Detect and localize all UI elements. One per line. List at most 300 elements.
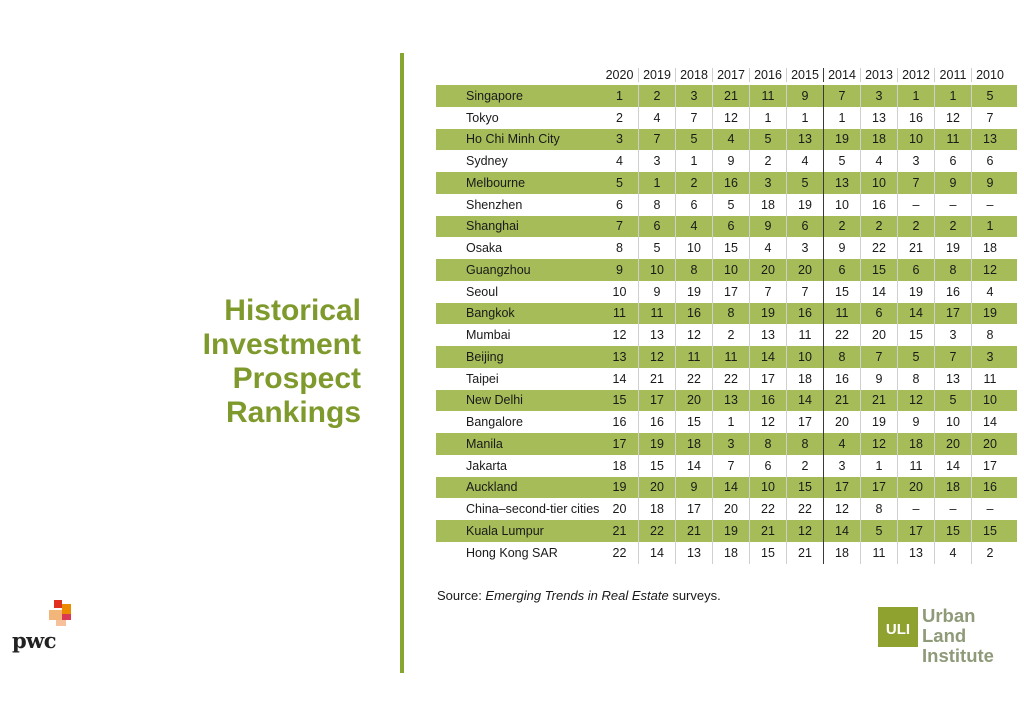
rank-cell: 11 xyxy=(897,455,934,477)
rank-cell: 18 xyxy=(934,477,971,499)
rank-cell: 14 xyxy=(675,455,712,477)
rank-cell: 1 xyxy=(971,216,1008,238)
rank-cell: 12 xyxy=(675,324,712,346)
rank-cell: 6 xyxy=(675,194,712,216)
rank-cell: 13 xyxy=(860,107,897,129)
table-header xyxy=(436,64,1017,85)
uli-mark-text: ULI xyxy=(885,621,911,638)
table-row xyxy=(436,129,1017,151)
rank-cell: 22 xyxy=(612,545,627,560)
rank-cell: 20 xyxy=(675,390,712,412)
rank-cell: 21 xyxy=(638,368,675,390)
rank-cell: 15 xyxy=(971,520,1008,542)
rank-cell: 21 xyxy=(823,390,860,412)
rank-cell: 6 xyxy=(971,150,1008,172)
rank-cell: 20 xyxy=(860,324,897,346)
rank-cell: 9 xyxy=(860,368,897,390)
rank-cell: 5 xyxy=(934,390,971,412)
rank-cell: 13 xyxy=(934,368,971,390)
city-name: Jakarta xyxy=(466,458,507,473)
uli-line-1: Urban Land xyxy=(922,605,976,646)
year-header: 2012 xyxy=(897,68,934,82)
rank-cell: 20 xyxy=(934,433,971,455)
rank-cell: 16 xyxy=(860,194,897,216)
rank-cell: 6 xyxy=(638,216,675,238)
rank-cell: 1 xyxy=(823,107,860,129)
rank-cell: 19 xyxy=(749,303,786,325)
rank-cell: 9 xyxy=(712,150,749,172)
uli-logo-text xyxy=(922,606,1024,666)
rank-cell: 10 xyxy=(612,284,627,299)
rank-cell: 19 xyxy=(675,281,712,303)
rank-cell: 3 xyxy=(934,324,971,346)
rank-cell: 8 xyxy=(823,346,860,368)
table-row xyxy=(436,259,1017,281)
city-name: Beijing xyxy=(466,349,504,364)
rank-cell: 16 xyxy=(638,411,675,433)
table-row xyxy=(436,237,1017,259)
rank-cell: 21 xyxy=(712,85,749,107)
city-name: Singapore xyxy=(466,88,523,103)
rank-cell: 8 xyxy=(616,241,623,256)
table-row xyxy=(436,324,1017,346)
rank-cell: 3 xyxy=(638,150,675,172)
rank-cell: 11 xyxy=(823,303,860,325)
rank-cell: 20 xyxy=(612,502,627,517)
rankings-table xyxy=(436,64,1017,564)
rank-cell: 18 xyxy=(786,368,823,390)
rank-cell: 18 xyxy=(612,458,627,473)
rank-cell: 20 xyxy=(638,477,675,499)
rank-cell: 14 xyxy=(823,520,860,542)
rank-cell: 12 xyxy=(971,259,1008,281)
rank-cell: – xyxy=(897,194,934,216)
rank-cell: 16 xyxy=(612,415,627,430)
rank-cell: 14 xyxy=(638,542,675,564)
rank-cell: 7 xyxy=(860,346,897,368)
rank-cell: 7 xyxy=(712,455,749,477)
rank-cell: 9 xyxy=(638,281,675,303)
rank-cell: 5 xyxy=(786,172,823,194)
rank-cell: 15 xyxy=(823,281,860,303)
rank-cell: 13 xyxy=(786,129,823,151)
rank-cell: 20 xyxy=(897,477,934,499)
table-row xyxy=(436,411,1017,433)
rank-cell: 11 xyxy=(638,303,675,325)
rank-cell: 17 xyxy=(712,281,749,303)
rank-cell: 13 xyxy=(638,324,675,346)
rank-cell: 6 xyxy=(934,150,971,172)
table-row xyxy=(436,150,1017,172)
year-header: 2019 xyxy=(638,68,675,82)
rank-cell: 4 xyxy=(675,216,712,238)
rank-cell: 8 xyxy=(638,194,675,216)
rank-cell: 2 xyxy=(897,216,934,238)
source-note xyxy=(437,588,721,603)
table-row xyxy=(436,346,1017,368)
rank-cell: 15 xyxy=(934,520,971,542)
rank-cell: 8 xyxy=(675,259,712,281)
rank-cell: 2 xyxy=(934,216,971,238)
table-row xyxy=(436,542,1017,564)
rank-cell: 3 xyxy=(971,346,1008,368)
rank-cell: 7 xyxy=(823,85,860,107)
rank-cell: 8 xyxy=(786,433,823,455)
city-name: Mumbai xyxy=(466,328,511,343)
rank-cell: 19 xyxy=(897,281,934,303)
rank-cell: 6 xyxy=(860,303,897,325)
table-row xyxy=(436,520,1017,542)
page-title xyxy=(101,294,361,430)
rank-cell: 16 xyxy=(971,477,1008,499)
rank-cell: 8 xyxy=(749,433,786,455)
rank-cell: 10 xyxy=(934,411,971,433)
rank-cell: 22 xyxy=(638,520,675,542)
rank-cell: 16 xyxy=(712,172,749,194)
city-name: Auckland xyxy=(466,480,518,495)
rank-cell: 20 xyxy=(971,433,1008,455)
rank-cell: 22 xyxy=(786,498,823,520)
rank-cell: 9 xyxy=(786,85,823,107)
year-header: 2018 xyxy=(675,68,712,82)
rank-cell: 8 xyxy=(712,303,749,325)
rank-cell: 14 xyxy=(971,411,1008,433)
rank-cell: 12 xyxy=(897,390,934,412)
rank-cell: 5 xyxy=(897,346,934,368)
rank-cell: 7 xyxy=(616,219,623,234)
rank-cell: 6 xyxy=(897,259,934,281)
table-row xyxy=(436,368,1017,390)
rank-cell: 8 xyxy=(860,498,897,520)
city-name: Kuala Lumpur xyxy=(466,523,544,538)
rank-cell: 14 xyxy=(786,390,823,412)
rank-cell: 19 xyxy=(786,194,823,216)
rank-cell: 10 xyxy=(897,129,934,151)
table-row xyxy=(436,455,1017,477)
rank-cell: 20 xyxy=(823,411,860,433)
rank-cell: 9 xyxy=(934,172,971,194)
rank-cell: 15 xyxy=(612,393,627,408)
rank-cell: 1 xyxy=(712,411,749,433)
rank-cell: 5 xyxy=(860,520,897,542)
rank-cell: 14 xyxy=(712,477,749,499)
rank-cell: – xyxy=(934,498,971,520)
rank-cell: 20 xyxy=(749,259,786,281)
rank-cell: 12 xyxy=(934,107,971,129)
rank-cell: 21 xyxy=(897,237,934,259)
table-row xyxy=(436,390,1017,412)
city-name: Guangzhou xyxy=(466,262,531,277)
rank-cell: 20 xyxy=(786,259,823,281)
city-name: China–second-tier cities xyxy=(466,502,600,517)
rank-cell: 18 xyxy=(675,433,712,455)
rank-cell: 4 xyxy=(616,154,623,169)
rank-cell: 18 xyxy=(860,129,897,151)
rank-cell: 9 xyxy=(897,411,934,433)
city-name: Taipei xyxy=(466,371,499,386)
rank-cell: 19 xyxy=(638,433,675,455)
rank-cell: 11 xyxy=(749,85,786,107)
city-name: Hong Kong SAR xyxy=(466,545,558,560)
rank-cell: 5 xyxy=(823,150,860,172)
rank-cell: 10 xyxy=(712,259,749,281)
city-name: Seoul xyxy=(466,284,498,299)
rank-cell: 5 xyxy=(749,129,786,151)
rank-cell: 7 xyxy=(675,107,712,129)
rank-cell: 22 xyxy=(823,324,860,346)
rank-cell: 6 xyxy=(616,197,623,212)
rank-cell: 19 xyxy=(712,520,749,542)
rank-cell: 19 xyxy=(823,129,860,151)
rank-cell: 15 xyxy=(786,477,823,499)
rank-cell: 14 xyxy=(612,371,627,386)
rank-cell: 1 xyxy=(616,88,623,103)
rank-cell: 2 xyxy=(638,85,675,107)
rank-cell: 18 xyxy=(823,542,860,564)
rank-cell: 6 xyxy=(823,259,860,281)
rank-cell: 1 xyxy=(638,172,675,194)
city-name: Ho Chi Minh City xyxy=(466,132,560,147)
rank-cell: – xyxy=(971,498,1008,520)
rank-cell: 1 xyxy=(675,150,712,172)
year-header: 2013 xyxy=(860,68,897,82)
rank-cell: 9 xyxy=(616,262,623,277)
rank-cell: 18 xyxy=(971,237,1008,259)
rank-cell: 8 xyxy=(897,368,934,390)
year-header: 2011 xyxy=(934,68,971,82)
rank-cell: 9 xyxy=(823,237,860,259)
rank-cell: 22 xyxy=(675,368,712,390)
rank-cell: 5 xyxy=(638,237,675,259)
table-row xyxy=(436,194,1017,216)
city-name: Shenzhen xyxy=(466,197,523,212)
rank-cell: 10 xyxy=(749,477,786,499)
rank-cell: 16 xyxy=(897,107,934,129)
rank-cell: 7 xyxy=(749,281,786,303)
table-row xyxy=(436,85,1017,107)
rank-cell: 5 xyxy=(675,129,712,151)
rank-cell: – xyxy=(971,194,1008,216)
rank-cell: 3 xyxy=(616,132,623,147)
title-line: Investment xyxy=(202,328,361,361)
rank-cell: 12 xyxy=(638,346,675,368)
rank-cell: 2 xyxy=(749,150,786,172)
title-line: Historical xyxy=(224,294,361,327)
rank-cell: 22 xyxy=(712,368,749,390)
rank-cell: 10 xyxy=(860,172,897,194)
rank-cell: 15 xyxy=(638,455,675,477)
rank-cell: 9 xyxy=(971,172,1008,194)
rank-cell: 3 xyxy=(712,433,749,455)
rank-cell: 22 xyxy=(860,237,897,259)
rank-cell: 6 xyxy=(712,216,749,238)
rank-cell: 21 xyxy=(675,520,712,542)
table-row xyxy=(436,281,1017,303)
year-header: 2014 xyxy=(823,68,860,82)
rank-cell: 2 xyxy=(786,455,823,477)
rank-cell: 17 xyxy=(612,436,627,451)
uli-line-2: Institute xyxy=(922,645,994,666)
rank-cell: 18 xyxy=(897,433,934,455)
rank-cell: 13 xyxy=(712,390,749,412)
rank-cell: 12 xyxy=(860,433,897,455)
rank-cell: 13 xyxy=(897,542,934,564)
rank-cell: 4 xyxy=(860,150,897,172)
rank-cell: 7 xyxy=(971,107,1008,129)
rank-cell: 1 xyxy=(749,107,786,129)
rank-cell: 7 xyxy=(786,281,823,303)
rank-cell: 4 xyxy=(934,542,971,564)
table-row xyxy=(436,216,1017,238)
rank-cell: 13 xyxy=(675,542,712,564)
source-prefix: Source: xyxy=(437,588,486,603)
year-header: 2016 xyxy=(749,68,786,82)
title-line: Prospect xyxy=(232,362,361,395)
year-header: 2020 xyxy=(605,67,634,82)
rank-cell: 17 xyxy=(786,411,823,433)
rank-cell: 1 xyxy=(934,85,971,107)
rank-cell: 19 xyxy=(971,303,1008,325)
rank-cell: 4 xyxy=(971,281,1008,303)
table-row xyxy=(436,303,1017,325)
rank-cell: 7 xyxy=(897,172,934,194)
city-name: New Delhi xyxy=(466,393,523,408)
rank-cell: 12 xyxy=(749,411,786,433)
title-line: Rankings xyxy=(225,396,361,429)
city-name: Osaka xyxy=(466,241,503,256)
rank-cell: 13 xyxy=(971,129,1008,151)
rank-cell: 4 xyxy=(786,150,823,172)
rank-cell: 22 xyxy=(749,498,786,520)
rank-cell: 18 xyxy=(638,498,675,520)
uli-logo-mark xyxy=(878,607,918,647)
rank-cell: 4 xyxy=(823,433,860,455)
rank-cell: 3 xyxy=(897,150,934,172)
rank-cell: 16 xyxy=(823,368,860,390)
rank-cell: 12 xyxy=(712,107,749,129)
rank-cell: 17 xyxy=(860,477,897,499)
rank-cell: 10 xyxy=(675,237,712,259)
rank-cell: 14 xyxy=(934,455,971,477)
pwc-logo-mark xyxy=(10,600,80,630)
city-name: Shanghai xyxy=(466,219,519,234)
rank-cell: 6 xyxy=(749,455,786,477)
rank-cell: 3 xyxy=(823,455,860,477)
table-row xyxy=(436,172,1017,194)
table-row xyxy=(436,433,1017,455)
city-name: Bangalore xyxy=(466,415,523,430)
rank-cell: 10 xyxy=(638,259,675,281)
rank-cell: 9 xyxy=(749,216,786,238)
rank-cell: 17 xyxy=(638,390,675,412)
rank-cell: 11 xyxy=(971,368,1008,390)
rank-cell: 11 xyxy=(934,129,971,151)
rank-cell: 11 xyxy=(613,306,626,321)
rank-cell: 16 xyxy=(786,303,823,325)
rank-cell: 15 xyxy=(749,542,786,564)
rank-cell: 13 xyxy=(612,349,627,364)
year-header: 2010 xyxy=(971,68,1008,82)
rank-cell: 8 xyxy=(971,324,1008,346)
rank-cell: 17 xyxy=(749,368,786,390)
rank-cell: 11 xyxy=(675,346,712,368)
rank-cell: 6 xyxy=(786,216,823,238)
rank-cell: 15 xyxy=(675,411,712,433)
city-name: Bangkok xyxy=(466,306,515,321)
rank-cell: 21 xyxy=(786,542,823,564)
pwc-logo-text: pwc xyxy=(12,628,57,653)
rank-cell: 7 xyxy=(934,346,971,368)
rank-cell: 20 xyxy=(712,498,749,520)
rank-cell: 5 xyxy=(616,175,623,190)
city-name: Manila xyxy=(466,436,503,451)
rank-cell: 10 xyxy=(823,194,860,216)
rank-cell: 2 xyxy=(860,216,897,238)
rank-cell: – xyxy=(897,498,934,520)
rank-cell: 10 xyxy=(786,346,823,368)
rank-cell: 17 xyxy=(934,303,971,325)
rank-cell: 19 xyxy=(612,480,627,495)
city-name: Melbourne xyxy=(466,175,526,190)
rank-cell: 14 xyxy=(860,281,897,303)
rank-cell: 1 xyxy=(860,455,897,477)
rank-cell: 9 xyxy=(675,477,712,499)
rank-cell: 13 xyxy=(823,172,860,194)
rank-cell: 8 xyxy=(934,259,971,281)
rank-cell: 15 xyxy=(860,259,897,281)
rank-cell: 1 xyxy=(786,107,823,129)
rank-cell: 16 xyxy=(675,303,712,325)
rank-cell: 12 xyxy=(612,328,627,343)
rank-cell: 21 xyxy=(749,520,786,542)
rank-cell: 3 xyxy=(749,172,786,194)
rank-cell: 4 xyxy=(712,129,749,151)
table-row xyxy=(436,498,1017,520)
rank-cell: 21 xyxy=(612,523,627,538)
rank-cell: 4 xyxy=(749,237,786,259)
rank-cell: 12 xyxy=(786,520,823,542)
year-header: 2015 xyxy=(786,68,823,82)
rank-cell: 4 xyxy=(638,107,675,129)
rank-cell: 19 xyxy=(934,237,971,259)
vertical-divider xyxy=(400,53,404,673)
rank-cell: 11 xyxy=(860,542,897,564)
rank-cell: 18 xyxy=(712,542,749,564)
table-row xyxy=(436,107,1017,129)
rank-cell: 12 xyxy=(823,498,860,520)
rank-cell: – xyxy=(934,194,971,216)
table-row xyxy=(436,477,1017,499)
rank-cell: 7 xyxy=(638,129,675,151)
rank-cell: 3 xyxy=(675,85,712,107)
rank-cell: 13 xyxy=(749,324,786,346)
rank-cell: 11 xyxy=(786,324,823,346)
rank-cell: 14 xyxy=(897,303,934,325)
rank-cell: 10 xyxy=(971,390,1008,412)
city-name: Tokyo xyxy=(466,110,499,125)
rank-cell: 17 xyxy=(823,477,860,499)
rank-cell: 5 xyxy=(712,194,749,216)
rank-cell: 14 xyxy=(749,346,786,368)
source-suffix: surveys. xyxy=(668,588,721,603)
rank-cell: 18 xyxy=(749,194,786,216)
rank-cell: 16 xyxy=(749,390,786,412)
rank-cell: 3 xyxy=(786,237,823,259)
rank-cell: 17 xyxy=(897,520,934,542)
rank-cell: 16 xyxy=(934,281,971,303)
source-title: Emerging Trends in Real Estate xyxy=(485,588,669,603)
rank-cell: 17 xyxy=(971,455,1008,477)
